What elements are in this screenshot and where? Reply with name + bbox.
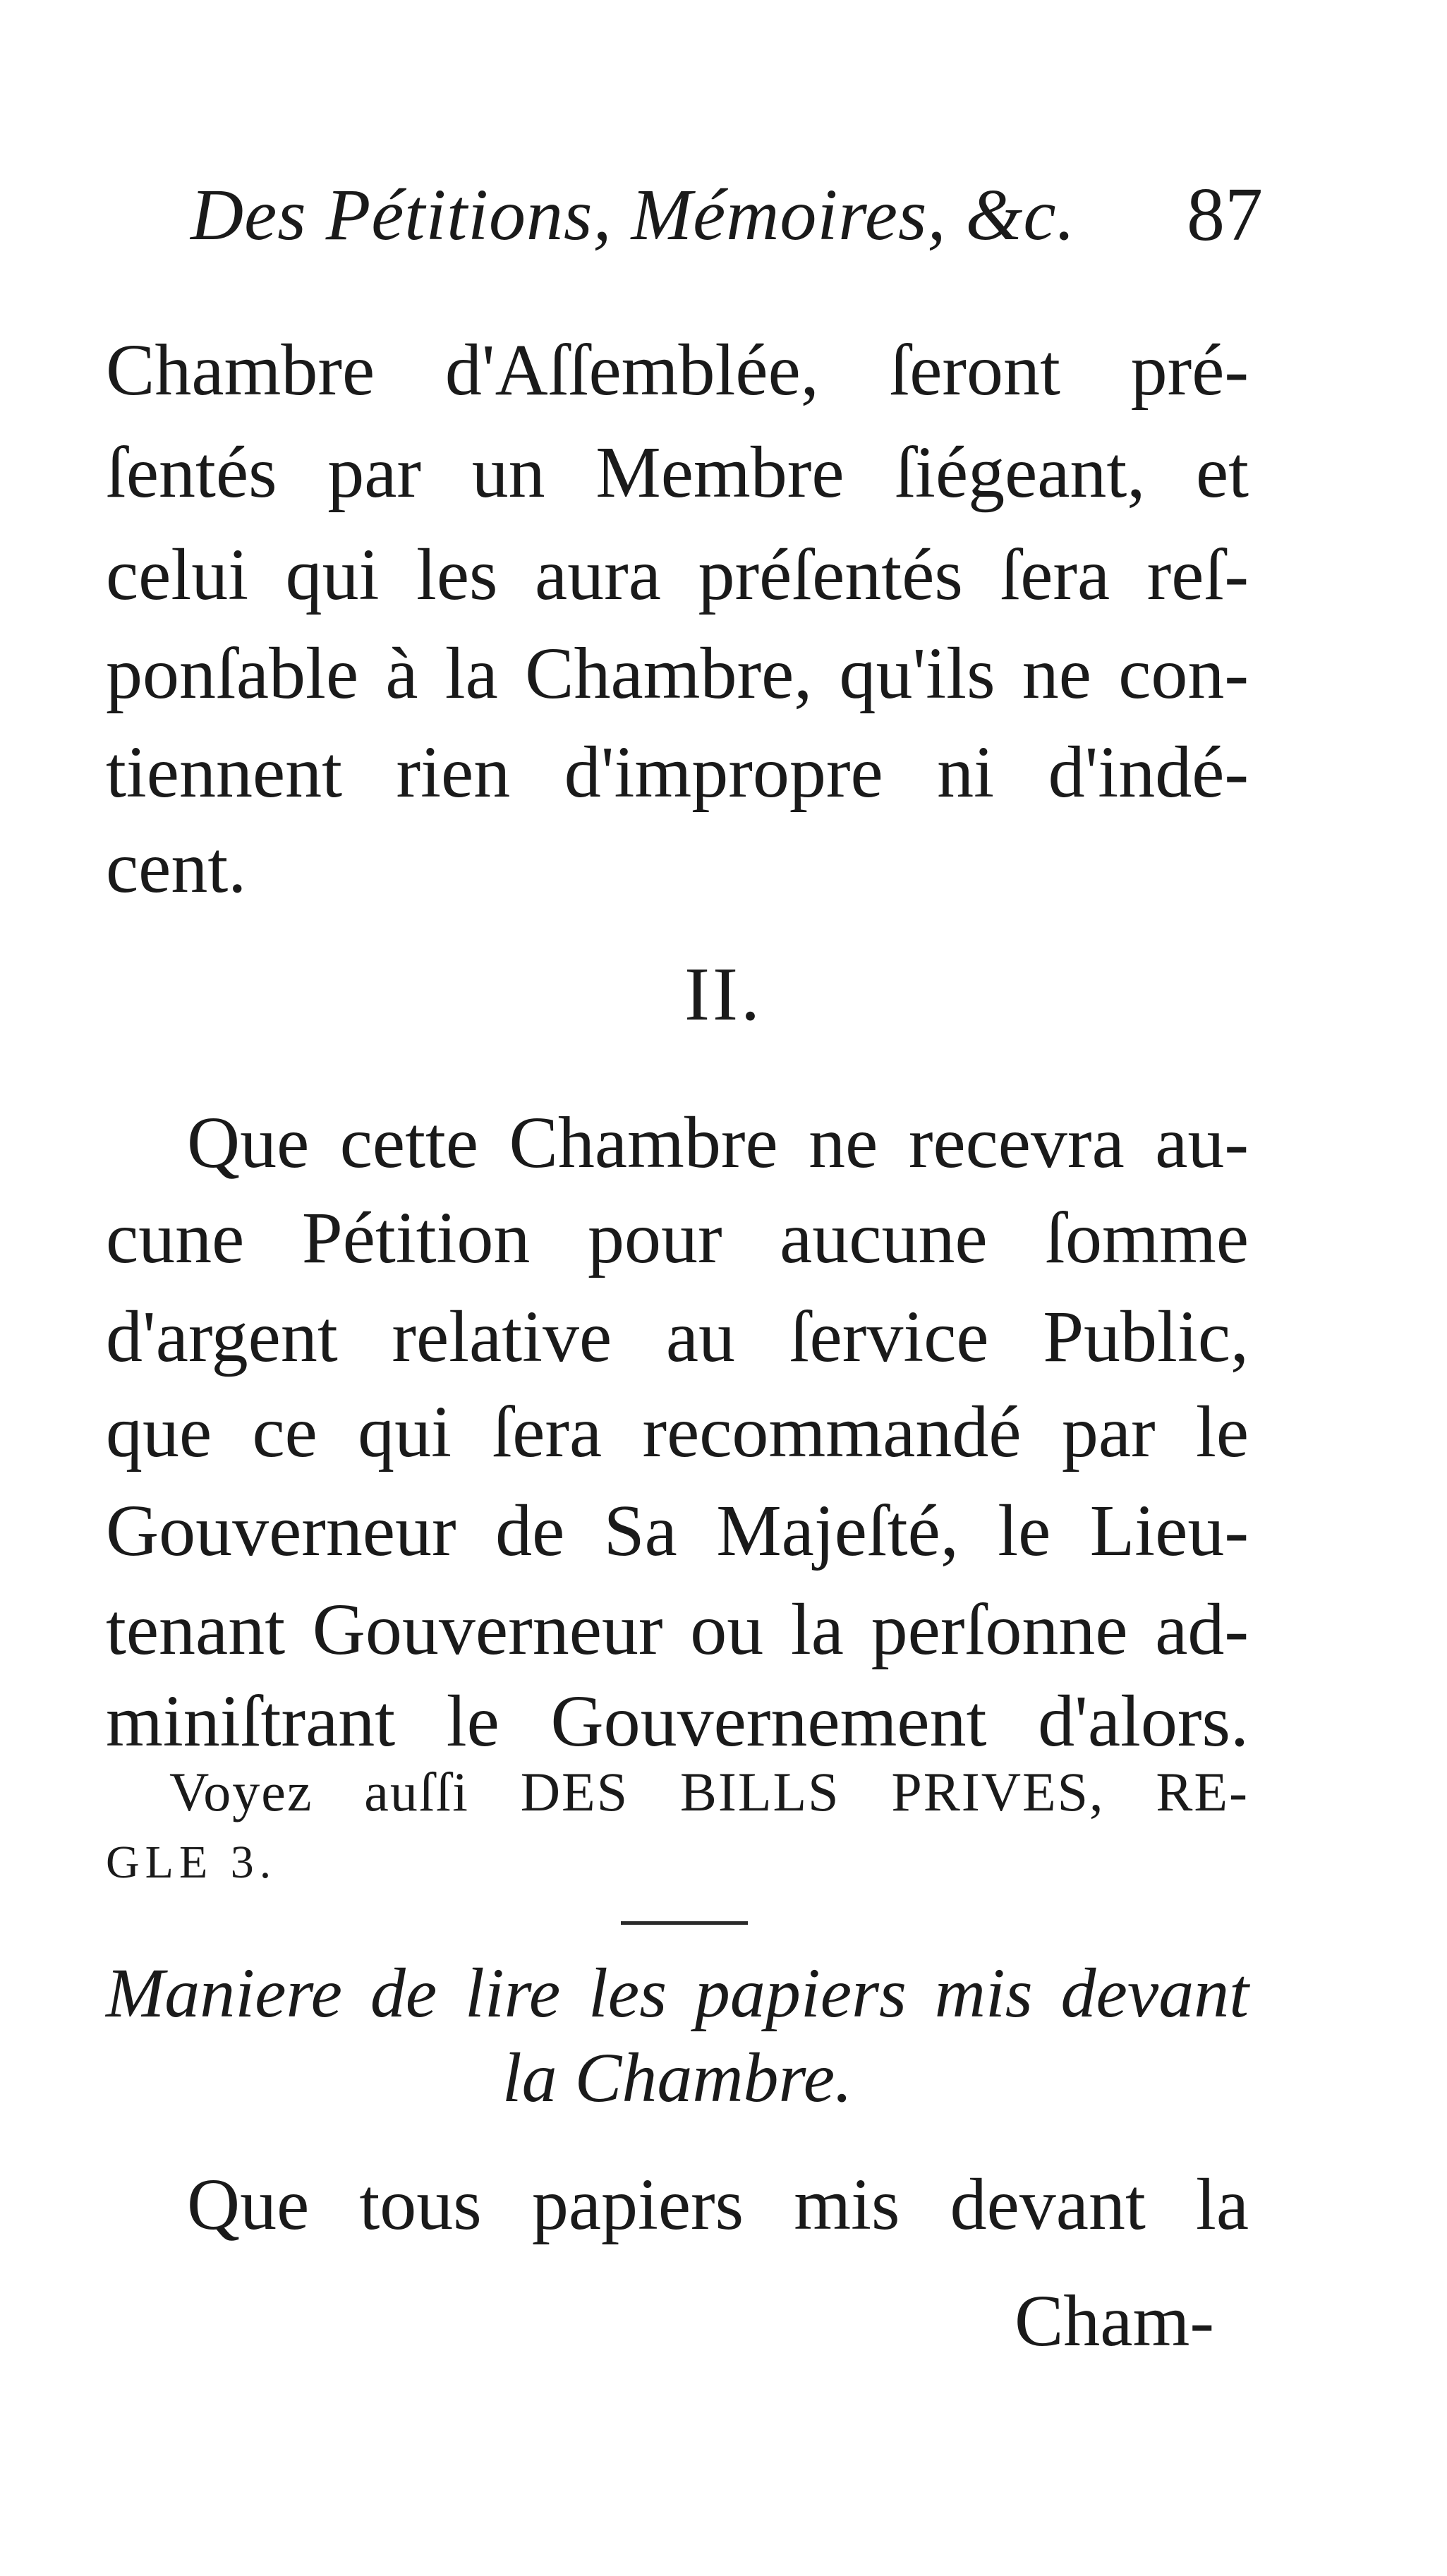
running-title: Des Pétitions, Mémoires, &c. <box>190 174 1076 255</box>
paragraph-1-line-2: ſentés par un Membre ſiégeant, et <box>106 432 1249 513</box>
paragraph-2-line-1: Que cette Chambre ne recevra au- <box>187 1102 1249 1183</box>
section-number: II. <box>684 953 763 1036</box>
paragraph-2-line-7: miniſtrant le Gouvernement d'alors. <box>106 1681 1249 1762</box>
paragraph-1-line-4: ponſable à la Chambre, qu'ils ne con- <box>106 633 1249 714</box>
paragraph-2-line-6: tenant Gouverneur ou la perſonne ad- <box>106 1589 1249 1670</box>
paragraph-1-line-5: tiennent rien d'impropre ni d'indé- <box>106 732 1249 813</box>
page-number: 87 <box>1187 173 1263 257</box>
paragraph-1-line-1: Chambre d'Aſſemblée, ſeront pré- <box>106 329 1249 411</box>
paragraph-1-line-3: celui qui les aura préſentés ſera reſ- <box>106 534 1249 615</box>
paragraph-2-line-4: que ce qui ſera recommandé par le <box>106 1391 1249 1473</box>
paragraph-2-line-3: d'argent relative au ſervice Public, <box>106 1296 1249 1377</box>
paragraph-3-line-1: Que tous papiers mis devant la <box>187 2164 1249 2245</box>
paragraph-2-line-2: cune Pétition pour aucune ſomme <box>106 1197 1249 1278</box>
running-head <box>190 166 1263 265</box>
see-also-line-1: Voyez auſſi DES BILLS PRIVES, RE- <box>169 1761 1249 1822</box>
section-divider-rule <box>621 1921 748 1925</box>
subheading-line-2: la Chambre. <box>502 2038 853 2117</box>
paragraph-2-line-5: Gouverneur de Sa Majeſté, le Lieu- <box>106 1490 1249 1571</box>
see-also-line-2: GLE 3. <box>106 1837 277 1888</box>
paragraph-1-line-6: cent. <box>106 827 247 908</box>
catchword: Cham- <box>1014 2280 1214 2362</box>
subheading-line-1: Maniere de lire les papiers mis devant <box>106 1954 1249 2032</box>
